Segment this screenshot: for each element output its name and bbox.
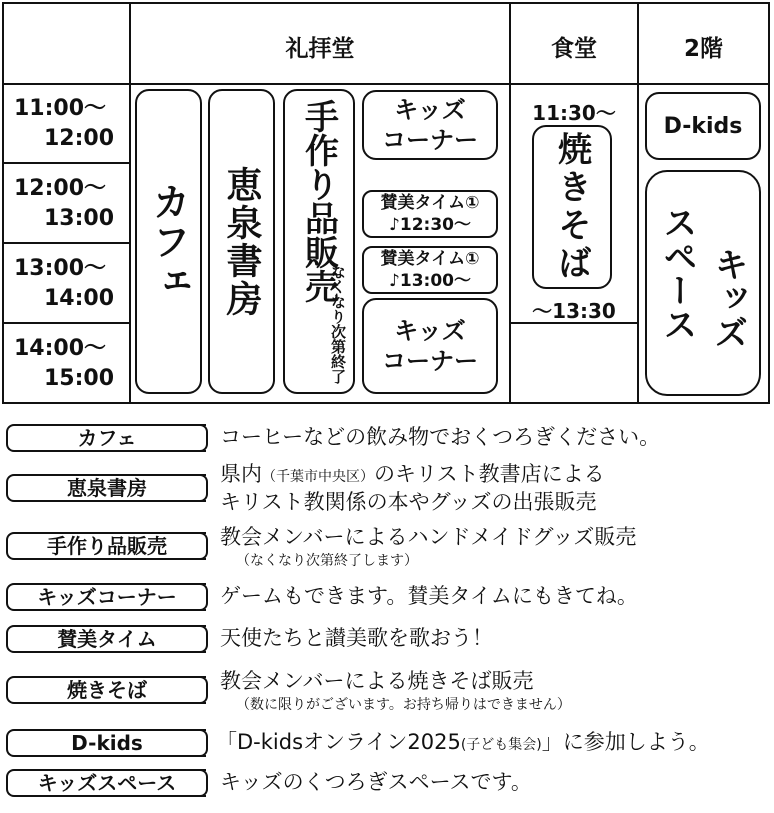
- legend-label: 焼きそば: [6, 676, 206, 704]
- event-keisen-label: 恵泉書房: [221, 165, 262, 318]
- legend-desc-line2: キリスト教関係の本やグッズの出張販売: [220, 490, 597, 514]
- time-slot-1: [14, 94, 114, 154]
- legend-label: 恵泉書房: [6, 474, 206, 502]
- kids-corner-line1: キッズ: [394, 317, 466, 345]
- praise-title: 賛美タイム①: [380, 193, 480, 213]
- legend-desc: キッズのくつろぎスペースです。: [220, 770, 532, 794]
- kids-corner-line2: コーナー: [382, 347, 478, 375]
- kids-corner-line2: コーナー: [382, 126, 478, 154]
- legend-desc: [216, 730, 710, 758]
- legend-label: カフェ: [6, 424, 206, 452]
- kids-space-col1: キッズ: [708, 247, 748, 349]
- legend-desc: コーヒーなどの飲み物でおくつろぎください。: [220, 425, 661, 449]
- legend-desc: ゲームもできます。賛美タイムにもきてね。: [220, 584, 638, 608]
- legend-desc-sub: （千葉市中央区）: [262, 469, 374, 485]
- event-praise-2: [362, 246, 498, 294]
- legend-label: キッズコーナー: [6, 583, 206, 611]
- time-start: 12:00〜: [14, 176, 107, 201]
- time-slot-4: [14, 334, 114, 394]
- praise-time: ♪12:30〜: [389, 215, 471, 235]
- legend-label-bracket: [198, 676, 208, 704]
- time-slot-3: [14, 254, 114, 314]
- legend-label-bracket: [198, 583, 208, 611]
- kids-corner-line1: キッズ: [394, 96, 466, 124]
- legend-label: 賛美タイム: [6, 625, 206, 653]
- legend-desc: 天使たちと讃美歌を歌おう！: [220, 626, 493, 650]
- legend-desc-a: 県内: [220, 462, 262, 486]
- legend-label-bracket: [198, 532, 208, 560]
- legend-label: キッズスペース: [6, 769, 206, 797]
- time-end: 13:00: [43, 206, 114, 231]
- event-handmade: [283, 89, 355, 394]
- time-slot-2: [14, 174, 114, 234]
- header-reihaido: 礼拝堂: [285, 36, 355, 62]
- legend-note: （数に限りがございます。お持ち帰りはできません）: [236, 697, 571, 713]
- event-handmade-note: なくなり次第終了: [329, 264, 347, 384]
- time-start: 14:00〜: [14, 336, 107, 361]
- event-praise-1: [362, 190, 498, 238]
- legend-desc: 教会メンバーによる焼きそば販売: [220, 669, 534, 693]
- legend-label-bracket: [198, 474, 208, 502]
- time-end: 12:00: [43, 126, 114, 151]
- legend-label-bracket: [198, 729, 208, 757]
- time-end: 15:00: [43, 366, 114, 391]
- event-keisen-shobo: [208, 89, 275, 394]
- time-start: 13:00〜: [14, 256, 107, 281]
- legend-label-bracket: [198, 769, 208, 797]
- event-cafe: [135, 89, 202, 394]
- legend-note: （なくなり次第終了します）: [236, 553, 418, 569]
- event-handmade-label: 手作り品販売: [298, 99, 339, 303]
- legend-desc: [220, 462, 605, 515]
- legend-desc: 教会メンバーによるハンドメイドグッズ販売: [220, 525, 637, 549]
- event-yakisoba-label: 焼きそば: [551, 131, 592, 283]
- praise-title: 賛美タイム①: [380, 249, 480, 269]
- event-cafe-label: カフェ: [146, 181, 190, 302]
- header-floor2: 2階: [683, 36, 723, 62]
- yakisoba-end-time: 〜13:30: [532, 299, 616, 323]
- event-kids-corner-2: [362, 298, 498, 394]
- event-kids-corner-1: [362, 90, 498, 160]
- legend-desc-b: 」に参加しよう。: [541, 730, 710, 754]
- legend-desc-b: のキリスト教書店による: [374, 462, 605, 486]
- legend-label-bracket: [198, 424, 208, 452]
- event-kids-space: [645, 170, 761, 396]
- event-dkids-label: D-kids: [663, 113, 743, 139]
- praise-time: ♪13:00〜: [389, 271, 471, 291]
- legend-label: D-kids: [6, 729, 206, 757]
- event-dkids: [645, 92, 761, 160]
- time-start: 11:00〜: [14, 96, 107, 121]
- kids-space-col2: スペース: [657, 205, 697, 341]
- time-end: 14:00: [43, 286, 114, 311]
- legend-desc-sub: (子ども集会): [460, 737, 542, 753]
- legend-label: 手作り品販売: [6, 532, 206, 560]
- yakisoba-start-time: 11:30〜: [532, 101, 616, 125]
- event-yakisoba: [532, 125, 612, 289]
- legend-label-bracket: [198, 625, 208, 653]
- legend-desc-a: 「D-kidsオンライン2025: [216, 730, 461, 754]
- header-shokudo: 食堂: [551, 36, 597, 62]
